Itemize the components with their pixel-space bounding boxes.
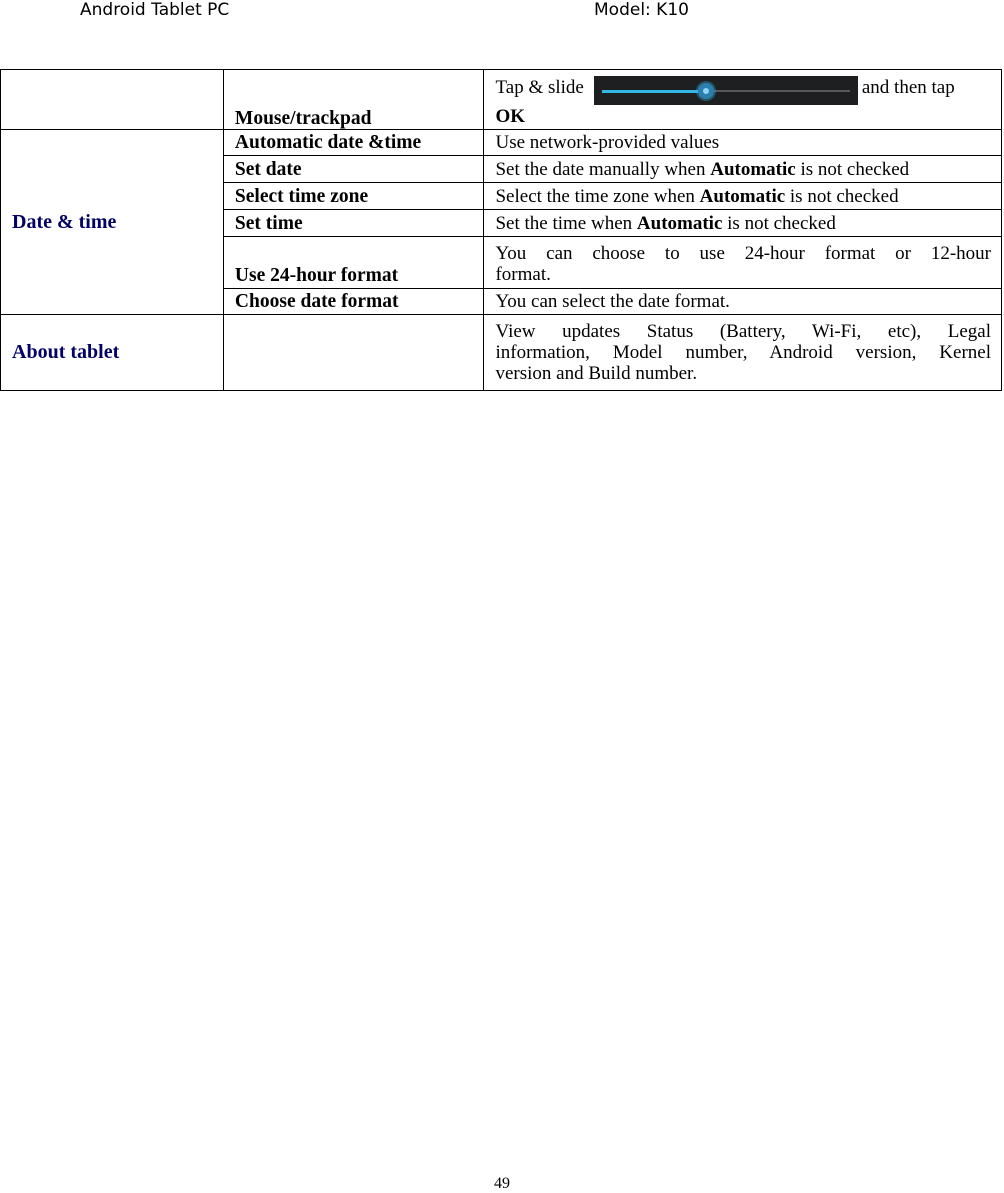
settings-table (0, 69, 1002, 391)
description-line: information, Model number, Android version, Kernel (495, 342, 991, 363)
header-product: Android Tablet PC (80, 0, 230, 20)
section-cell (1, 130, 224, 315)
description-cell (484, 130, 1002, 156)
slider-knob-icon (698, 83, 714, 99)
setting-label: Automatic date &time (234, 132, 422, 153)
setting-label: Set time (234, 212, 303, 234)
setting-label: Choose date format (234, 291, 399, 312)
setting-cell (223, 130, 484, 156)
description-cell (484, 156, 1002, 183)
description-line: You can choose to use 24-hour format or 12-hour (495, 242, 991, 264)
description-line: View updates Status (Battery, Wi-Fi, etc), Legal (495, 321, 991, 342)
setting-cell (223, 315, 484, 391)
table-row (1, 70, 1002, 130)
description-cell (484, 237, 1002, 289)
description-text: is not checked (722, 212, 836, 234)
description-text: is not checked (795, 158, 910, 180)
table-row (1, 315, 1002, 391)
setting-label: Select time zone (234, 185, 369, 207)
description-line: version and Build number. (495, 363, 698, 384)
automatic-keyword: Automatic (699, 185, 786, 207)
section-cell-empty (1, 70, 224, 130)
table-row (1, 130, 1002, 156)
description-text: Use network-provided values (495, 132, 720, 153)
setting-cell (223, 210, 484, 237)
setting-label: Set date (234, 158, 302, 180)
setting-cell (223, 237, 484, 289)
section-title: About tablet (12, 341, 120, 363)
setting-cell (223, 70, 484, 130)
setting-label: Mouse/trackpad (234, 108, 372, 129)
description-cell (484, 183, 1002, 210)
ok-label: OK (495, 106, 526, 127)
setting-cell (223, 183, 484, 210)
description-cell (484, 70, 1002, 130)
description-text: You can select the date format. (495, 291, 730, 312)
section-title: Date & time (12, 210, 117, 233)
description-text: Set the time when (495, 212, 637, 234)
description-cell (484, 210, 1002, 237)
setting-cell (223, 289, 484, 315)
automatic-keyword: Automatic (636, 212, 723, 234)
page-header (0, 0, 1004, 30)
page-number: 49 (494, 1175, 510, 1192)
description-cell (484, 315, 1002, 391)
description-line: format. (495, 263, 551, 285)
description-text: Select the time zone when (495, 185, 700, 207)
description-text: Tap & slide (495, 77, 584, 98)
description-cell (484, 289, 1002, 315)
description-text: is not checked (785, 185, 899, 207)
setting-cell (223, 156, 484, 183)
header-model: Model: K10 (594, 0, 689, 20)
description-text: and then tap (861, 77, 955, 98)
description-text: Set the date manually when (495, 158, 711, 180)
automatic-keyword: Automatic (710, 158, 796, 180)
section-cell (1, 315, 224, 391)
setting-label: Use 24-hour format (234, 265, 399, 286)
brightness-slider (594, 76, 858, 105)
